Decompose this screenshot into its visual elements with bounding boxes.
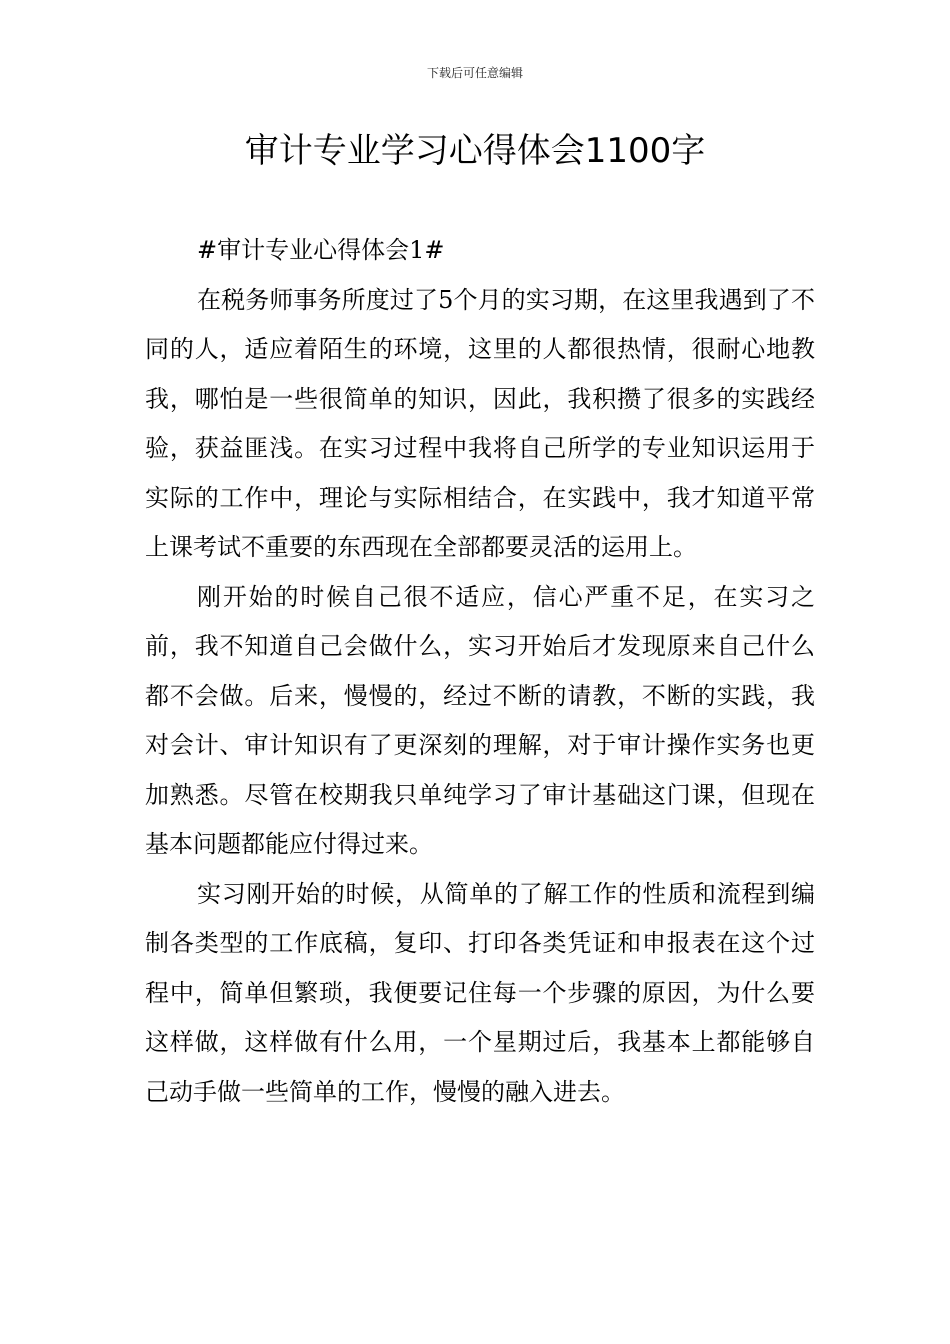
body-paragraph-3: 实习刚开始的时候，从简单的了解工作的性质和流程到编制各类型的工作底稿，复印、打印各类凭证和申报表在这个过程中，简单但繁琐，我便要记住每一个步骤的原因，为什么要这样做，这样做有什么用，一个星期过后，我基本上都能够自己动手做一些简单的工作，慢慢的融入进去。 (145, 879, 815, 1106)
document-body (145, 226, 815, 1117)
document-title: 审计专业学习心得体会1100字 (244, 131, 706, 171)
section-heading: #审计专业心得体会1# (197, 236, 445, 264)
page-header-note: 下载后可任意编辑 (426, 66, 523, 80)
body-paragraph-2: 刚开始的时候自己很不适应，信心严重不足，在实习之前，我不知道自己会做什么，实习开始后才发现原来自己什么都不会做。后来，慢慢的，经过不断的请教，不断的实践，我对会计、审计知识有了更深刻的理解，对于审计操作实务也更加熟悉。尽管在校期我只单纯学习了审计基础这门课，但现在基本问题都能应付得过来。 (145, 582, 815, 858)
body-paragraph-1: 在税务师事务所度过了5个月的实习期，在这里我遇到了不同的人，适应着陌生的环境，这里的人都很热情，很耐心地教我，哪怕是一些很简单的知识，因此，我积攒了很多的实践经验，获益匪浅。在实习过程中我将自己所学的专业知识运用于实际的工作中，理论与实际相结合，在实践中，我才知道平常上课考试不重要的东西现在全部都要灵活的运用上。 (145, 285, 815, 561)
